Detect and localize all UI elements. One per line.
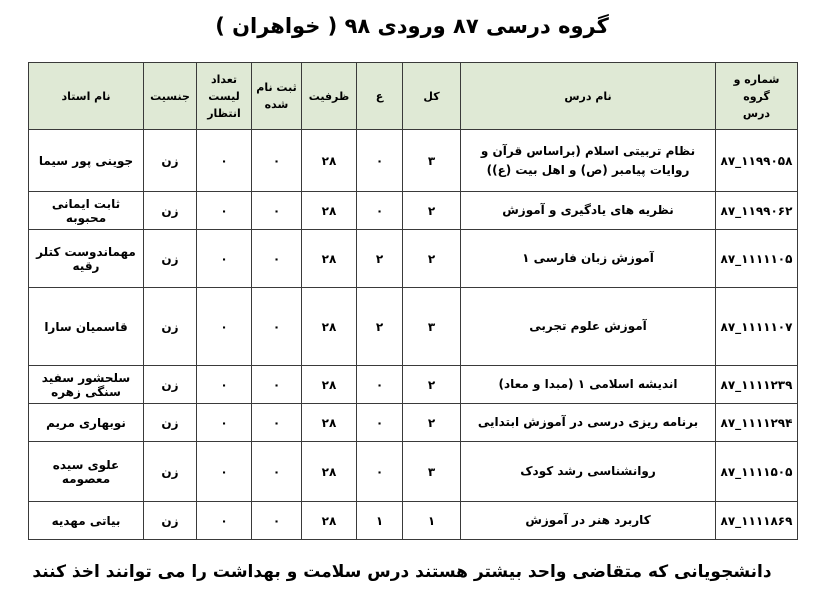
course-name: روانشناسی رشد کودک	[461, 442, 716, 502]
capacity: ۲۸	[302, 366, 357, 404]
header-course: نام درس	[461, 63, 716, 130]
course-code: ۸۷_۱۱۹۹۰۵۸	[716, 130, 798, 192]
capacity: ۲۸	[302, 288, 357, 366]
course-name: آموزش زبان فارسی ۱	[461, 230, 716, 288]
registered-count: ۰	[252, 502, 302, 540]
table-row	[29, 230, 798, 288]
course-code: ۸۷_۱۱۱۱۲۹۴	[716, 404, 798, 442]
capacity: ۲۸	[302, 502, 357, 540]
teacher-name: نوبهاری مریم	[29, 404, 144, 442]
gender: زن	[144, 366, 197, 404]
gender: زن	[144, 404, 197, 442]
total-units: ۲	[403, 192, 461, 230]
total-units: ۲	[403, 230, 461, 288]
table-row	[29, 130, 798, 192]
practical-units: ۰	[357, 130, 403, 192]
registered-count: ۰	[252, 442, 302, 502]
teacher-name: ثابت ایمانی محبوبه	[29, 192, 144, 230]
course-code: ۸۷_۱۱۱۱۱۰۵	[716, 230, 798, 288]
header-row	[29, 63, 798, 130]
waitlist-count: ۰	[197, 288, 252, 366]
capacity: ۲۸	[302, 230, 357, 288]
capacity: ۲۸	[302, 130, 357, 192]
course-name: نظریه های یادگیری و آموزش	[461, 192, 716, 230]
total-units: ۲	[403, 366, 461, 404]
course-name: نظام تربیتی اسلام (براساس قرآن و روایات پیامبر (ص) و اهل بیت (ع))	[461, 130, 716, 192]
course-name: برنامه ریزی درسی در آموزش ابتدایی	[461, 404, 716, 442]
registered-count: ۰	[252, 192, 302, 230]
total-units: ۲	[403, 404, 461, 442]
registered-count: ۰	[252, 288, 302, 366]
page-title: گروه درسی ۸۷ ورودی ۹۸ ( خواهران )	[215, 14, 609, 38]
practical-units: ۲	[357, 288, 403, 366]
table-row	[29, 288, 798, 366]
course-table	[28, 62, 798, 540]
gender: زن	[144, 502, 197, 540]
waitlist-count: ۰	[197, 366, 252, 404]
header-practical: ع	[357, 63, 403, 130]
course-name: کاربرد هنر در آموزش	[461, 502, 716, 540]
total-units: ۳	[403, 130, 461, 192]
teacher-name: قاسمیان سارا	[29, 288, 144, 366]
teacher-name: جوینی پور سیما	[29, 130, 144, 192]
registered-count: ۰	[252, 404, 302, 442]
gender: زن	[144, 130, 197, 192]
table-row	[29, 442, 798, 502]
waitlist-count: ۰	[197, 192, 252, 230]
header-code: شماره و گروه درس	[716, 63, 798, 130]
footer-note: دانشجویانی که متقاضی واحد بیشتر هستند درس سلامت و بهداشت را می توانند اخذ کنند	[32, 562, 772, 582]
practical-units: ۰	[357, 192, 403, 230]
waitlist-count: ۰	[197, 230, 252, 288]
table-row	[29, 404, 798, 442]
teacher-name: بیاتی مهدیه	[29, 502, 144, 540]
registered-count: ۰	[252, 366, 302, 404]
total-units: ۳	[403, 442, 461, 502]
practical-units: ۰	[357, 366, 403, 404]
header-capacity: ظرفیت	[302, 63, 357, 130]
registered-count: ۰	[252, 130, 302, 192]
course-code: ۸۷_۱۱۱۱۸۶۹	[716, 502, 798, 540]
capacity: ۲۸	[302, 192, 357, 230]
gender: زن	[144, 230, 197, 288]
course-code: ۸۷_۱۱۱۱۲۳۹	[716, 366, 798, 404]
capacity: ۲۸	[302, 442, 357, 502]
registered-count: ۰	[252, 230, 302, 288]
gender: زن	[144, 192, 197, 230]
gender: زن	[144, 288, 197, 366]
gender: زن	[144, 442, 197, 502]
practical-units: ۰	[357, 442, 403, 502]
course-code: ۸۷_۱۱۱۱۱۰۷	[716, 288, 798, 366]
practical-units: ۲	[357, 230, 403, 288]
course-name: آموزش علوم تجربی	[461, 288, 716, 366]
teacher-name: سلحشور سفید سنگی زهره	[29, 366, 144, 404]
table-row	[29, 192, 798, 230]
header-waitlist: تعداد لیست انتظار	[197, 63, 252, 130]
capacity: ۲۸	[302, 404, 357, 442]
course-name: اندیشه اسلامی ۱ (مبدا و معاد)	[461, 366, 716, 404]
waitlist-count: ۰	[197, 502, 252, 540]
teacher-name: علوی سیده معصومه	[29, 442, 144, 502]
total-units: ۱	[403, 502, 461, 540]
teacher-name: مهماندوست کتلر رقیه	[29, 230, 144, 288]
waitlist-count: ۰	[197, 404, 252, 442]
header-total: کل	[403, 63, 461, 130]
practical-units: ۰	[357, 404, 403, 442]
total-units: ۳	[403, 288, 461, 366]
table-row	[29, 502, 798, 540]
header-teacher: نام استاد	[29, 63, 144, 130]
header-registered: ثبت نام شده	[252, 63, 302, 130]
header-gender: جنسیت	[144, 63, 197, 130]
course-code: ۸۷_۱۱۱۱۵۰۵	[716, 442, 798, 502]
waitlist-count: ۰	[197, 130, 252, 192]
table-row	[29, 366, 798, 404]
course-code: ۸۷_۱۱۹۹۰۶۲	[716, 192, 798, 230]
practical-units: ۱	[357, 502, 403, 540]
waitlist-count: ۰	[197, 442, 252, 502]
